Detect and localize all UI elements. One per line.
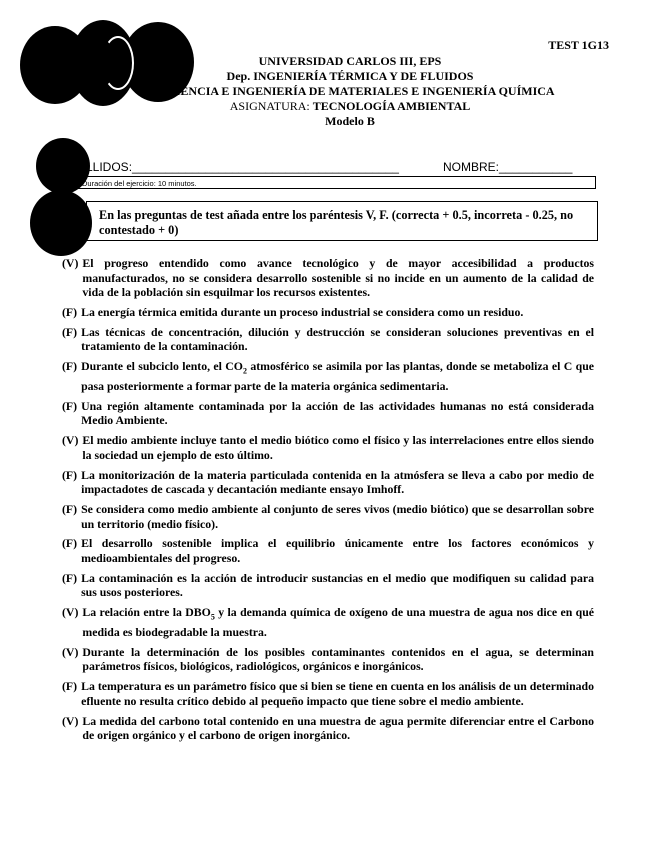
- answer-mark[interactable]: (F): [62, 398, 78, 413]
- name-field[interactable]: NOMBRE:___________: [443, 160, 573, 174]
- question-text: Durante la determinación de los posibles contaminantes contenidos en el agua, se determinan parámetros físicos, biológicos, radiológicos, orgánicos e inorgánicos.: [82, 644, 594, 674]
- question-list: [62, 256, 594, 748]
- question-item: [62, 433, 594, 462]
- subscript: 2: [242, 366, 247, 376]
- question-text: [82, 605, 594, 640]
- question-text: La energía térmica emitida durante un proceso industrial se considera como un residuo.: [81, 304, 524, 319]
- answer-mark[interactable]: (V): [62, 433, 79, 448]
- question-text: El progreso entendido como avance tecnológico y de mayor accesibilidad a productos manufacturados, no se considera desarrollo sostenible si no incide en un aumento de la calidad de vida de la población sin esquilmar los recursos existentes.: [82, 256, 594, 300]
- question-item: [62, 502, 594, 531]
- question-text-part: Durante el subciclo lento, el CO: [81, 359, 243, 374]
- question-text: La medida del carbono total contenido en una muestra de agua permite diferenciar entre el Carbono de origen orgánico y el carbono de origen inorgánico.: [82, 713, 594, 743]
- question-text: Se considera como medio ambiente al conjunto de seres vivos (medio biótico) que se desarrollan sobre un territorio (medio físico).: [81, 501, 594, 531]
- instructions-box: En las preguntas de test añada entre los paréntesis V, F. (correcta + 0.5, incorreta - 0.25, no contestado + 0): [86, 201, 598, 241]
- redaction-instructions-mark: [30, 190, 92, 256]
- university-title: UNIVERSIDAD CARLOS III, EPS: [258, 54, 442, 68]
- question-item: [62, 536, 594, 565]
- duration-note: Duración del ejercicio: 10 minutos.: [78, 176, 596, 189]
- question-text: Las técnicas de concentración, dilución y destrucción se consideran soluciones preventivas en el tratamiento de la contaminación.: [81, 324, 594, 354]
- question-text: El medio ambiente incluye tanto el medio biótico como el físico y las interrelaciones entre ellos siendo la sociedad un ejemplo de esto último.: [82, 433, 594, 462]
- question-text-part: atmosférico se asimila por las plantas, donde se metaboliza el C que pasa posteriormente a formar parte de la materia orgánica sedimentaria.: [81, 359, 594, 394]
- answer-mark[interactable]: (V): [62, 644, 79, 659]
- question-item: [62, 645, 594, 674]
- subject-label: ASIGNATURA:: [229, 99, 310, 113]
- test-code: TEST 1G13: [548, 38, 609, 52]
- answer-mark[interactable]: (F): [62, 324, 78, 339]
- answer-mark[interactable]: (F): [62, 536, 78, 551]
- subscript: 5: [210, 612, 215, 622]
- question-item: [62, 679, 594, 708]
- question-item: [62, 468, 594, 497]
- department-2: Dep. CIENCIA E INGENIERÍA DE MATERIALES E INGENIERÍA QUÍMICA: [140, 84, 555, 98]
- answer-mark[interactable]: (F): [62, 679, 78, 694]
- subject-line: [100, 99, 600, 114]
- answer-mark[interactable]: (F): [62, 501, 78, 516]
- question-item: [62, 399, 594, 428]
- department-1: Dep. INGENIERÍA TÉRMICA Y DE FLUIDOS: [226, 69, 474, 83]
- answer-mark[interactable]: (V): [62, 605, 79, 620]
- question-text-part: y la demanda química de oxígeno de una muestra de agua nos dice en qué medida es biodegradable la muestra.: [82, 605, 595, 640]
- question-item: [62, 325, 594, 354]
- question-item: [62, 256, 594, 300]
- question-item: [62, 571, 594, 600]
- question-text: El desarrollo sostenible implica el equilibrio únicamente entre los factores económicos y medioambientales del progreso.: [81, 536, 594, 565]
- answer-mark[interactable]: (F): [62, 570, 78, 585]
- question-text-part: La relación entre la DBO: [82, 605, 211, 620]
- question-text: La monitorización de la materia particulada contenida en la atmósfera se lleva a cabo por medio de impactadotes de cascada y decantación mediante ensayo Imhoff.: [81, 467, 594, 497]
- answer-mark[interactable]: (V): [62, 713, 79, 728]
- answer-mark[interactable]: (F): [62, 359, 78, 374]
- question-text: [81, 359, 594, 394]
- question-item: [62, 605, 594, 640]
- subject-name: TECNOLOGÍA AMBIENTAL: [312, 99, 471, 113]
- question-text: Una región altamente contaminada por la acción de las actividades humanas no está considerada Medio Ambiente.: [81, 398, 594, 428]
- question-item: [62, 359, 594, 394]
- student-name-fields: [78, 160, 598, 174]
- question-item: [62, 305, 594, 320]
- surnames-field[interactable]: ELLIDOS:________________________________________: [78, 160, 399, 174]
- exam-model: Modelo B: [325, 114, 375, 128]
- question-text: La contaminación es la acción de introducir sustancias en el medio que modifiquen su calidad para sus usos posteriores.: [81, 570, 594, 600]
- question-text: La temperatura es un parámetro físico que si bien se tiene en cuenta en los análisis de un determinado efluente no resulta crítico debido al pequeño impacto que tiene sobre el medio ambiente.: [81, 679, 594, 708]
- question-item: [62, 714, 594, 743]
- answer-mark[interactable]: (V): [62, 256, 79, 270]
- answer-mark[interactable]: (F): [62, 304, 78, 319]
- answer-mark[interactable]: (F): [62, 467, 78, 482]
